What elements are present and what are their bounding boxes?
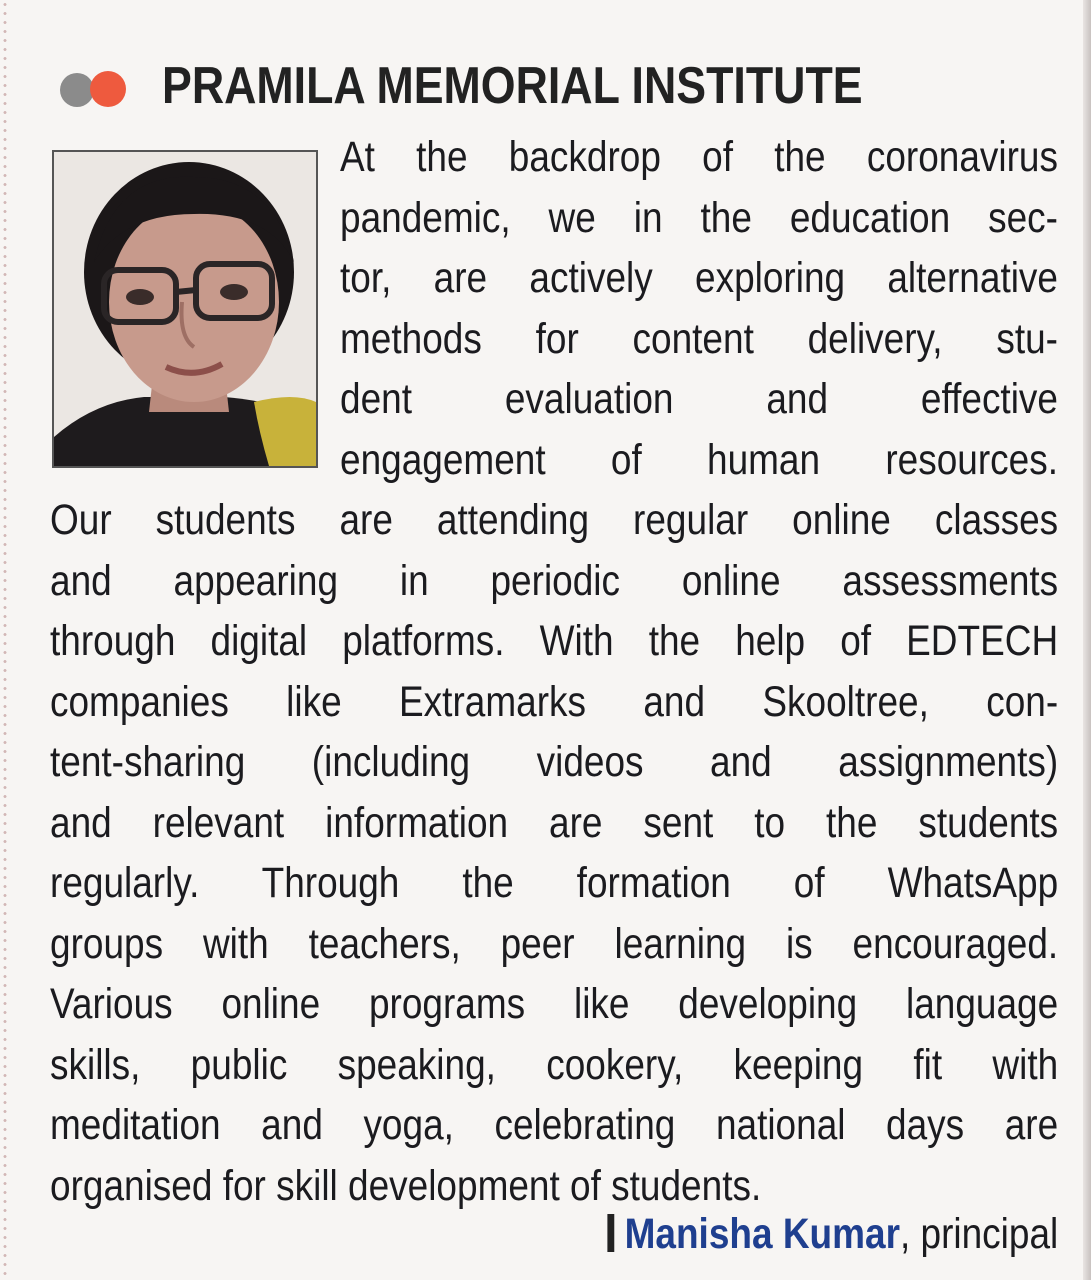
byline-bar [607,1214,614,1252]
body-line: tor, are actively exploring alternative [340,254,1058,302]
grey-dot-icon [60,73,94,107]
body-line: meditation and yoga, celebrating national days are [50,1101,1059,1149]
headline-row [50,45,1058,127]
body-line: engagement of human resources. [340,435,1058,484]
body-line: groups with teachers, peer learning is encouraged. [50,919,1059,968]
body-line: and appearing in periodic online assessments [50,556,1059,605]
body-line: Our students are attending regular online classes [50,496,1059,544]
body-line: methods for content delivery, stu- [340,314,1058,363]
body-line: At the backdrop of the coronavirus [340,133,1058,181]
author-name: Manisha Kumar [624,1210,900,1258]
body-line: pandemic, we in the education sec- [340,193,1058,242]
body-line: tent-sharing (including videos and assignments) [50,738,1059,786]
article [50,45,1059,1258]
body-line: skills, public speaking, cookery, keeping fit with [50,1040,1059,1089]
byline [607,1210,1058,1259]
body-line: and relevant information are sent to the students [50,798,1059,847]
body-line: companies like Extramarks and Skooltree, con- [50,677,1059,726]
body-line: dent evaluation and effective [340,375,1058,423]
dotted-border [2,0,8,1280]
bullet-dots-icon [50,61,150,111]
body-line: regularly. Through the formation of WhatsApp [50,859,1059,907]
headline: PRAMILA MEMORIAL INSTITUTE [162,57,863,115]
author-title: , principal [899,1210,1058,1258]
page-edge [1083,0,1091,1280]
article-body [50,127,1058,1216]
body-line: Various online programs like developing language [50,980,1059,1028]
body-line: through digital platforms. With the help of EDTECH [50,617,1059,665]
red-dot-icon [90,71,126,107]
body-line: organised for skill development of students. [50,1161,762,1210]
